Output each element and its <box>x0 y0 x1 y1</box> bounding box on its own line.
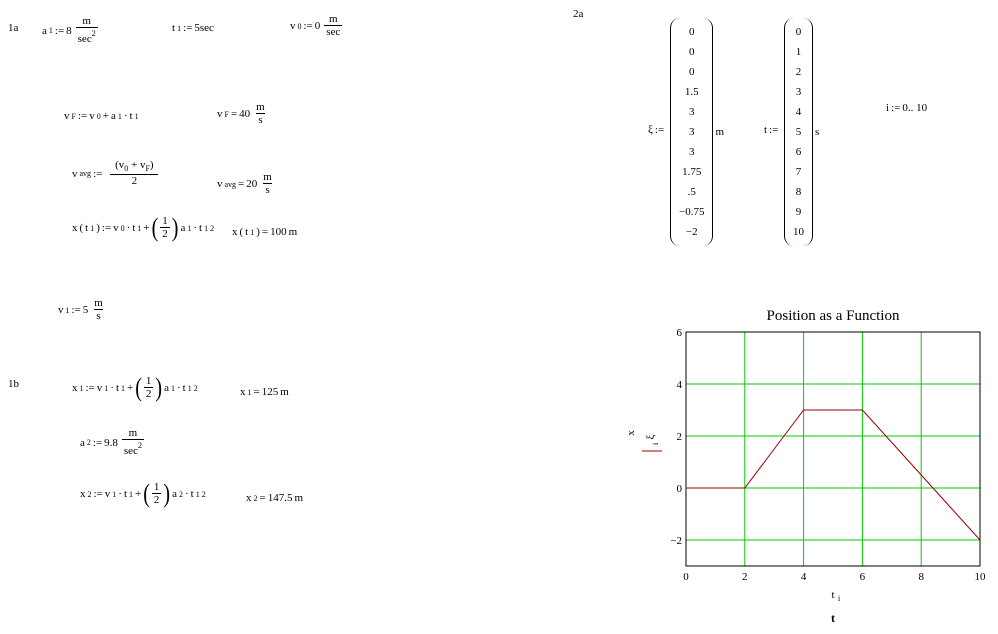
t-value-1: 1 <box>795 46 802 58</box>
xi-value-5: 3 <box>688 126 695 138</box>
t-value-4: 4 <box>795 106 802 118</box>
t-value-0: 0 <box>795 26 802 38</box>
eq-x2-result[interactable]: x 2 = 147.5 m <box>246 492 304 504</box>
x-tick-label: 10 <box>974 571 986 583</box>
legend-label-sub: i <box>651 442 660 445</box>
position-chart[interactable] <box>624 300 996 630</box>
eq-v1[interactable]: v 1 := 5 $\frac{m}{s}$ <box>58 297 103 322</box>
xi-value-2: 0 <box>688 66 695 78</box>
y-tick-label: 6 <box>676 327 682 339</box>
t-vector-values <box>784 18 813 246</box>
section-label-1b: 1b <box>8 378 19 390</box>
xi-value-3: 1.5 <box>684 86 699 98</box>
x-axis-label-ti-sub: i <box>838 594 841 603</box>
t-value-3: 3 <box>795 86 802 98</box>
xi-value-0: 0 <box>688 26 695 38</box>
eq-v0[interactable]: v 0 := 0 $\frac{m}{\sec}$ <box>290 13 341 38</box>
x-axis-label-ti: t <box>831 589 835 601</box>
eq-x2-def[interactable]: x 2 := v 1 · t 1 + ( $\frac{1}{2}$ ) a 2 · t 1 2 <box>80 479 206 509</box>
x-tick-label: 2 <box>742 571 748 583</box>
eq-x1-result[interactable]: x 1 = 125 m <box>240 386 289 398</box>
section-label-1a: 1a <box>8 22 19 34</box>
t-value-6: 6 <box>795 146 802 158</box>
t-value-2: 2 <box>795 66 802 78</box>
y-tick-label: −2 <box>670 535 682 547</box>
eq-x-def[interactable]: x ( t 1 ) := v 0 · t 1 + ( $\frac{1}{2}$ ) a 1 · t 1 2 <box>72 213 215 243</box>
xi-vector[interactable]: 0 0 0 1.5 3 3 3 1.75 .5 −0.75 −2 m <box>670 18 724 246</box>
plot-frame <box>686 332 980 566</box>
xi-value-10: −2 <box>685 226 698 238</box>
y-tick-label: 0 <box>676 483 682 495</box>
xi-value-6: 3 <box>688 146 695 158</box>
eq-vavg-def[interactable]: v avg := $\frac{(v_0 + v_F)}{2}$ <box>72 160 160 187</box>
xi-value-4: 3 <box>688 106 695 118</box>
chart-title: Position as a Function <box>766 308 900 324</box>
t-value-9: 9 <box>795 206 802 218</box>
eq-t1[interactable]: t 1 := 5sec <box>172 22 214 34</box>
xi-value-7: 1.75 <box>682 166 702 178</box>
eq-vF-def[interactable]: v F := v 0 + a 1 · t 1 <box>64 110 139 122</box>
xi-vector-label: ξ := <box>648 124 665 136</box>
eq-range-i[interactable]: i := 0.. 10 <box>886 102 928 114</box>
eq-x1-def[interactable]: x 1 := v 1 · t 1 + ( $\frac{1}{2}$ ) a 1 · t 1 2 <box>72 373 198 403</box>
t-value-10: 10 <box>793 226 804 238</box>
series-line-0 <box>686 410 980 540</box>
eq-a2[interactable]: a 2 := 9.8 $\frac{m}{\sec^2}$ <box>80 427 142 457</box>
t-vector-label: t := <box>764 124 779 136</box>
x-tick-label: 4 <box>800 571 807 583</box>
eq-vavg-result[interactable]: v avg = 20 $\frac{m}{s}$ <box>217 171 272 196</box>
t-value-7: 7 <box>795 166 802 178</box>
t-vector[interactable]: 0 1 2 3 4 5 6 7 8 9 10 s <box>784 18 819 246</box>
unit-fraction: $\frac{m}{\sec^2}$ <box>77 15 96 45</box>
y-tick-label: 4 <box>676 379 682 391</box>
eq-a1[interactable]: a 1 := 8 $\frac{m}{\sec^2}$ <box>42 15 96 45</box>
t-value-8: 8 <box>795 186 802 198</box>
x-axis-label: t <box>831 611 835 625</box>
eq-x-result[interactable]: x ( t 1 ) = 100 m <box>232 226 298 238</box>
x-tick-label: 8 <box>918 571 924 583</box>
x-tick-label: 0 <box>683 571 689 583</box>
y-axis-label: x <box>625 430 637 436</box>
xi-value-9: −0.75 <box>679 206 705 218</box>
x-tick-label: 6 <box>859 571 866 583</box>
legend-label: ξ <box>645 434 657 440</box>
t-value-5: 5 <box>795 126 802 138</box>
section-label-2a: 2a <box>573 8 584 20</box>
xi-value-8: .5 <box>687 186 696 198</box>
y-tick-label: 2 <box>676 431 682 443</box>
eq-vF-result[interactable]: v F = 40 $\frac{m}{s}$ <box>217 101 265 126</box>
xi-value-1: 0 <box>688 46 695 58</box>
xi-vector-values <box>670 18 713 246</box>
